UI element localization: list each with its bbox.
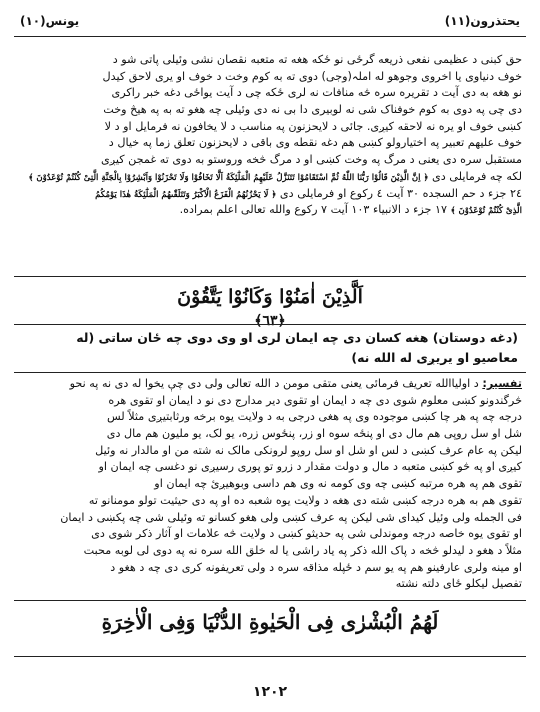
header-left-title: يحتذرون(١١) <box>444 14 520 28</box>
text-line: مستقبل سره دی یعنی د مرگ په وخت کښی او د مرگ څخه وروستو به دوی ته غمجن کیږی <box>100 153 522 167</box>
text-line: فی الجمله ولی وئیل کیدای شی لیکن په عرف کښی ولی هغو کسانو ته وئیلی شی چه پکښی د ایمان <box>60 510 522 524</box>
text-line: او تقوی یوه خاصه درجه وموندلی شی په حدیثو کښی د ولایت څه علامات او آثار ذکر شوی دی <box>91 527 522 541</box>
text-line: مثلاً د هغو د لیدلو څخه د پاک الله ذکر په یاد راشی یا له خلق الله سره نه په دوی لی لوبه محبت <box>83 543 522 557</box>
reference-line <box>18 186 522 203</box>
tafsir-section <box>18 376 522 593</box>
translation-line: (دغه دوستان) هغه کسان دی چه ایمان لری او وی دوی چه ځان ساتی (له <box>76 330 518 345</box>
text-line: تقوی هم به هره درجه کښی شته دی هغه د ولایت یوه شعبه ده او په دی حیثیت تولو مومنانو ته <box>88 493 522 507</box>
citation-intro: لکه چه فرمایلی دی <box>432 169 522 183</box>
text-line: درجه چه په هر چا کښی موجوده وی په هغی درجی به د ولایت یوه برخه ورثابتیږی مثلاً لس <box>107 410 522 424</box>
section-divider <box>14 372 526 373</box>
header-divider <box>14 36 526 37</box>
text-line: څرگندونو کښی معلوم شوی دی چه د ایمان او تقوی دیر مدارج دی نو د ایمان او تقوی هره <box>108 393 522 407</box>
text-line: تقوی هم په هره مرتبه کښی چه وی کومه نه وی هم داسی وبوهیږئ چه ایمان او <box>154 477 522 491</box>
reference-text: ٢٤ جزء د حم السجده ٣٠ آیت ٤ رکوع او فرمایلی دی <box>279 186 522 200</box>
reference-line <box>18 202 522 219</box>
verse-number: ٦٣ <box>262 313 278 329</box>
header-right-title: يونس(١٠) <box>20 14 80 28</box>
commentary-section <box>18 52 522 219</box>
quran-quote: ﴿ اِنَّ الَّذِیْنَ قَالُوْا رَبُّنَا اللّٰهُ ثُمَّ اسْتَقَامُوْا تَتَنَزَّلُ عَلَیْهِمُ الْمَلٰٓئِكَةُ اَلَّا تَخَافُوْا وَلَا تَحْزَنُوْا وَاَبْشِرُوْا بِالْجَنَّةِ الَّتِیْ كُنْتُمْ تُوْعَدُوْنَ ﴾ <box>28 172 429 183</box>
verse-banner <box>164 286 376 329</box>
text-line: خوف علیهم تعبیر په اختیارولو کښی هم دغه نقطه وی باقی د لایحزنون تعلق زما په خیال د <box>108 136 522 150</box>
tafsir-first-line <box>18 376 522 393</box>
page <box>14 8 526 698</box>
quran-quote: الَّذِیْ كُنْتُمْ تُوْعَدُوْنَ ﴾ <box>450 206 522 217</box>
text-line: کښی خوف او یره نه لاحقه کیږی. جائی د لایحزنون په مناسب د لا یخافون نه فرمایل او د لا <box>104 119 522 133</box>
text-line: لیکن په عام عرف کښی د لس او شل او سل روپو لرونکی مالک نه شته من او مالدار نه وئیل <box>95 443 522 457</box>
section-divider <box>14 276 526 277</box>
text-line: دی چی په دوی به کوم خوفناک شی نه لوبیری دا بی نه دی وئیلی چه هغو ته به په هیڅ وخت <box>103 103 522 117</box>
translation-line: معاصیو او یریږی له الله نه) <box>351 350 518 365</box>
text-line: د اولیاالله تعریف فرمائی یعنی متقی مومن د الله تعالی ولی دی چې یخوا له دی نه په نحو <box>69 377 479 390</box>
page-number: ١٢٠٢ <box>252 684 288 700</box>
text-line: شل او سل روپی هم مال دی او پنځه سوه او زر، پنځوس زره، یو لک، یو مليون هم مال دی <box>106 427 522 441</box>
text-line: تفصیل لیکلو ځای دلته نشته <box>395 577 522 591</box>
verse-text: اَلَّذِیْنَ اٰمَنُوْا وَكَانُوْا یَتَّقُوْنَ <box>177 286 363 308</box>
tafsir-label: تفسیر: <box>482 377 522 390</box>
reference-text: ١٧ جزء د الانبیاء ١٠٣ آیت ٧ رکوع والله تعالی اعلم بمراده. <box>179 203 448 217</box>
text-line: حق کبنی د عظیمی نفعی ذریعه گرځی نو ځکه هغه ته متعبه نقصان نشی وئیلی پاتی شو د <box>112 53 522 66</box>
translation-block <box>22 328 518 368</box>
section-divider <box>14 324 526 325</box>
verse-number-ornament: ﴿٦٣﴾ <box>254 313 286 329</box>
verse-citation-line <box>18 169 522 186</box>
text-line: کیږی او په څو کښی متعبه د مال و دولت مقدار د زرو تو پوری رسیږی نو دغسی چه ایمان او <box>98 460 522 474</box>
text-line: خوف دنیاوی یا اخروی وجوهو له املہ(وجی) دوی ته به کوم وخت د خوف او یری لاحق کیدل <box>102 69 522 83</box>
verse-banner-2: لَهُمُ الْبُشْرٰى فِی الْحَیٰوةِ الدُّنْیَا وَفِی الْاٰخِرَةِ <box>101 610 439 634</box>
running-header <box>14 8 526 36</box>
section-divider <box>14 600 526 601</box>
text-line: او مینه ولری عارفینو هم په یو سم د ځپله مذاقه سره د ولی تعریفونه کری دی چه د هغو د <box>110 560 522 574</box>
text-line: نو هغه به دی آیت د تقریره سره څه منافات نه لری ځکه چی د آیت یواځی دغه خبر راکری <box>111 86 522 100</box>
footer-divider <box>14 656 526 657</box>
quran-quote: ﴿ لَا یَحْزُنُهُمُ الْفَزَعُ الْاَكْبَرُ وَتَتَلَقّٰىهُمُ الْمَلٰٓئِكَةُ هٰذَا یَوْمُكُمُ <box>95 189 277 200</box>
